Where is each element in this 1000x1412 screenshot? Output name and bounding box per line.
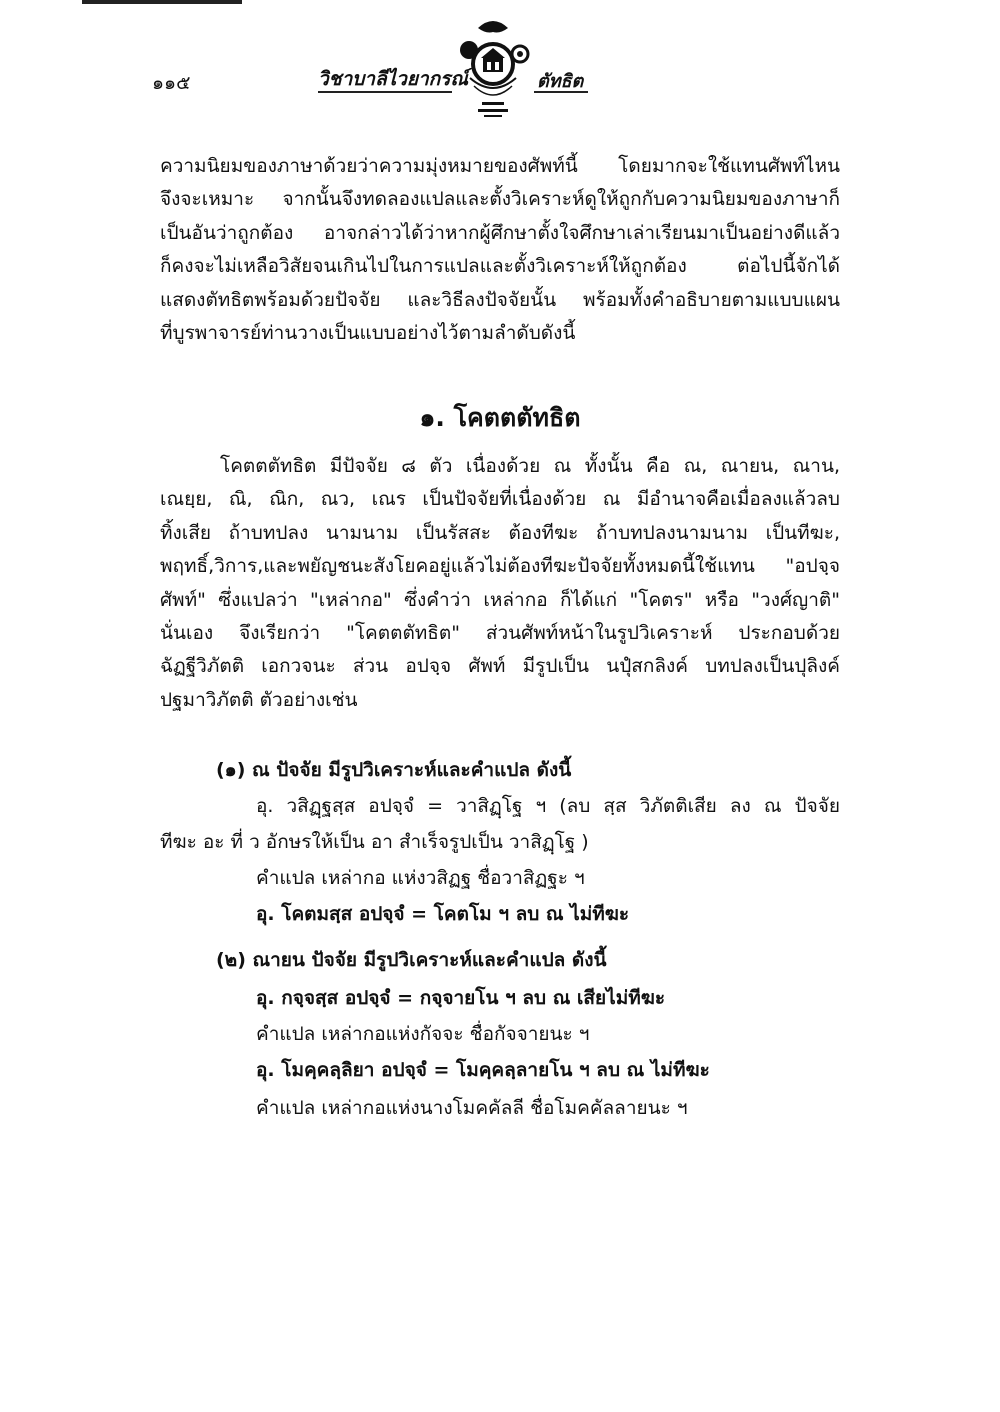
intro-paragraph xyxy=(160,150,840,350)
example-translation: คำแปล เหล่ากอ แห่งวสิฏฐ ชื่อวาสิฏฐะ ฯ xyxy=(256,867,585,889)
section-line: ฉัฏฐีวิภัตติ เอกวจนะ ส่วน อปจฺจ ศัพท์ มีรูปเป็น นปุํสกลิงค์ บทปลงเป็นปุลิงค์ xyxy=(160,655,840,678)
chapter-title: ตัทธิต xyxy=(537,71,584,92)
section-line: ศัพท์" ซึ่งแปลว่า "เหล่ากอ" ซึ่งคำว่า เหล่ากอ ก็ได้แก่ "โคตร" หรือ "วงศ์ญาติ" xyxy=(160,588,840,611)
intro-line: ที่บูรพาจารย์ท่านวางเป็นแบบอย่างไว้ตามลำดับดังนี้ xyxy=(160,322,576,345)
section-line: เณยฺย, ณิ, ณิก, ณว, เณร เป็นปัจจัยที่เนื่องด้วย ณ มีอำนาจคือเมื่อลงแล้วลบ xyxy=(160,488,840,511)
example-1-title xyxy=(216,752,571,788)
section-line: ทิ้งเสีย ถ้าบทปลง นามนาม เป็นรัสสะ ต้องทีฆะ ถ้าบทปลงนามนาม เป็นทีฆะ, xyxy=(160,521,840,544)
section-paragraph xyxy=(160,450,840,717)
example-2-row4 xyxy=(256,1090,688,1126)
section-line: พฤทธิ์,วิการ,และพยัญชนะสังโยคอยู่แล้วไม่ต้องทีฆะปัจจัยทั้งหมดนี้ใช้แทน "อปจฺจ xyxy=(160,555,840,578)
intro-line: แสดงตัทธิตพร้อมด้วยปัจจัย และวิธีลงปัจจัยนั้น พร้อมทั้งคำอธิบายตามแบบแผน xyxy=(160,288,840,311)
book-title: วิชาบาลีไวยากรณ์ xyxy=(318,68,468,90)
institution-seal-icon xyxy=(448,14,538,124)
example-2-row1 xyxy=(256,980,665,1016)
header-underline-left xyxy=(318,91,452,93)
intro-line: เป็นอันว่าถูกต้อง อาจกล่าวได้ว่าหากผู้ศึกษาตั้งใจศึกษาเล่าเรียนมาเป็นอย่างดีแล้ว xyxy=(160,221,840,244)
example-2-title xyxy=(216,942,607,978)
example-1-row1b xyxy=(160,824,589,860)
example-1-row1 xyxy=(256,788,840,824)
example-translation: คำแปล เหล่ากอแห่งกัจจะ ชื่อกัจจายนะ ฯ xyxy=(256,1023,590,1045)
section-line: โคตตตัทธิต มีปัจจัย ๘ ตัว เนื่องด้วย ณ ทั้งนั้น คือ ณ, ณายน, ณาน, xyxy=(220,455,840,477)
intro-line: ก็คงจะไม่เหลือวิสัยจนเกินไปในการแปลและตั้งวิเคราะห์ให้ถูกต้อง ต่อไปนี้จักได้ xyxy=(160,255,840,278)
section-line: นั่นเอง จึงเรียกว่า "โคตตตัทธิต" ส่วนศัพท์หน้าในรูปวิเคราะห์ ประกอบด้วย xyxy=(160,622,840,645)
example-row: ทีฆะ อะ ที่ ว อักษรให้เป็น อา สำเร็จรูปเป็น วาสิฏฺโฐ ) xyxy=(160,831,589,853)
section-line: ปฐมาวิภัตติ ตัวอย่างเช่น xyxy=(160,688,358,711)
page-number: ๑๑๕ xyxy=(152,72,191,94)
example-row: อุ. วสิฏฺฐสฺส อปจฺจํ = วาสิฏฺโฐ ฯ (ลบ สฺส วิภัตติเสีย ลง ณ ปัจจัย xyxy=(256,795,840,817)
example-translation: คำแปล เหล่ากอแห่งนางโมคคัลลี ชื่อโมคคัลลายนะ ฯ xyxy=(256,1097,688,1119)
example-1-row2 xyxy=(256,860,585,896)
example-title: (๑) ณ ปัจจัย มีรูปวิเคราะห์และคำแปล ดังนี้ xyxy=(216,759,572,781)
section-heading: ๑. โคตตตัทธิต xyxy=(419,403,581,432)
intro-line: ความนิยมของภาษาด้วยว่าความมุ่งหมายของศัพท์นี้ โดยมากจะใช้แทนศัพท์ไหน xyxy=(160,155,840,177)
example-row: อุ. โมคฺคลฺลิยา อปจฺจํ = โมคฺคลฺลายโน ฯ ลบ ณ ไม่ทีฆะ xyxy=(256,1059,710,1081)
intro-line: จึงจะเหมาะ จากนั้นจึงทดลองแปลและตั้งวิเคราะห์ดูให้ถูกกับความนิยมของภาษาก็ xyxy=(160,188,840,211)
example-2-row2 xyxy=(256,1016,589,1052)
example-2-row3 xyxy=(256,1052,710,1088)
page-header xyxy=(0,0,1000,130)
example-title: (๒) ณายน ปัจจัย มีรูปวิเคราะห์และคำแปล ดังนี้ xyxy=(216,949,607,971)
example-1-row3 xyxy=(256,896,629,932)
example-row: อุ. โคตมสฺส อปจฺจํ = โคตโม ฯ ลบ ณ ไม่ทีฆะ xyxy=(256,903,630,925)
example-row: อุ. กจฺจสฺส อปจฺจํ = กจฺจายโน ฯ ลบ ณ เสียไม่ทีฆะ xyxy=(256,987,666,1009)
